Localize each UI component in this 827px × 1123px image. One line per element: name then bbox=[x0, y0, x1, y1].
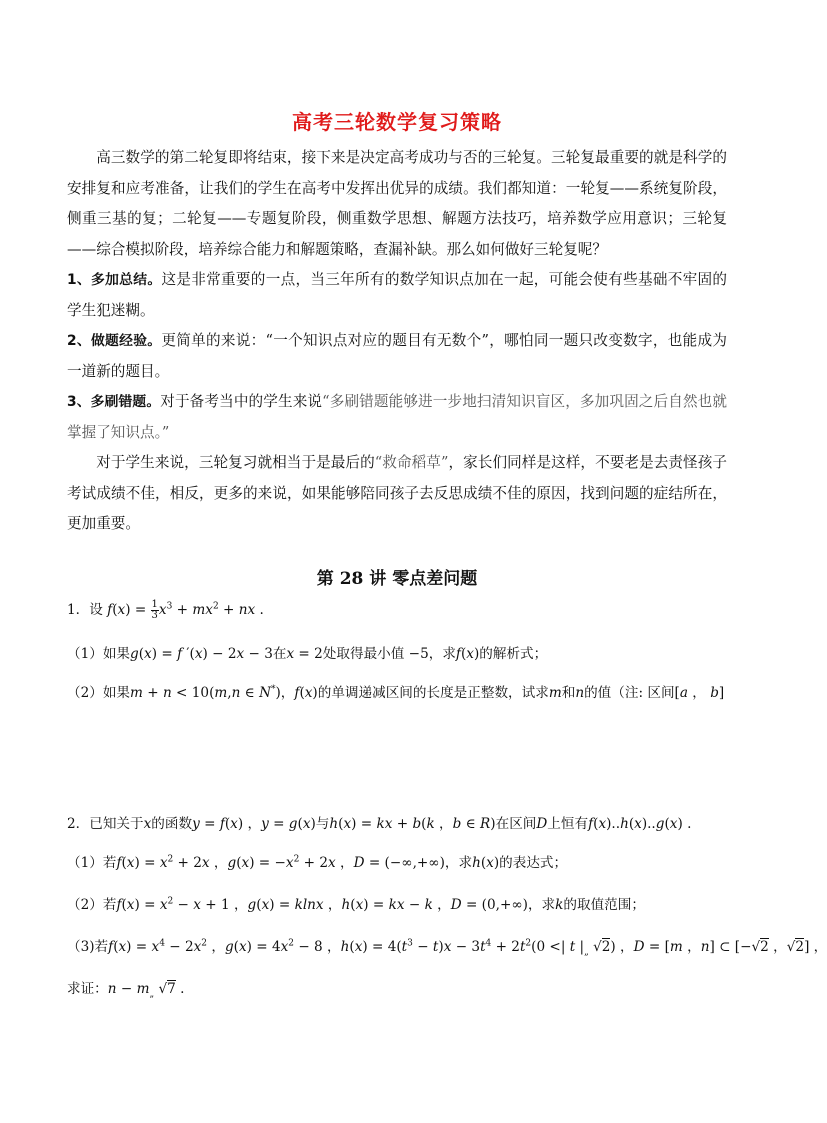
text: 在区间 bbox=[495, 816, 537, 832]
text: 的值（注: 区间 bbox=[584, 685, 675, 701]
lecture-title: 第 28 讲 零点差问题 bbox=[316, 569, 478, 589]
problem-1-stem: 1．设 f(x) = $\frac{1}{3}$ $x^3 + mx^2$ + nx . bbox=[67, 599, 264, 621]
tip-3-body: 对于备考当中的学生来说 bbox=[160, 393, 323, 410]
text: 的取值范围； bbox=[563, 897, 645, 913]
tip-1-heading: 1、多加总结。 bbox=[67, 272, 162, 288]
tip-2-body: 更简单的来说：“一个知识点对应的题目有无数个”，哪怕同一题只改变数字，也能成为一道新的题目。 bbox=[67, 332, 727, 380]
tip-1-body: 这是非常重要的一点，当三年所有的数学知识点加在一起，可能会使有些基础不牢固的学生犯迷糊。 bbox=[67, 271, 727, 319]
part-label: （3)若 bbox=[67, 939, 109, 955]
part-label: （2）如果 bbox=[67, 685, 131, 701]
fraction: $\frac{1}{3}$ bbox=[151, 599, 158, 621]
intro-section bbox=[67, 143, 727, 540]
part-label: （1）如果 bbox=[67, 646, 131, 662]
text: 和 bbox=[561, 685, 576, 701]
text: 的表达式； bbox=[499, 855, 568, 871]
tip-2 bbox=[67, 326, 727, 387]
page-title: 高考三轮数学复习策略 bbox=[292, 110, 502, 134]
problem-2-part-1: （1）若$f(x) = x^2 + 2x$ ，$g(x) = -x^2 + 2x$ ，D = (−∞,+∞)，求h(x)的表达式； bbox=[67, 854, 568, 871]
part-label: （1）若 bbox=[67, 855, 117, 871]
tip-3 bbox=[67, 387, 727, 448]
tip-3-heading: 3、多刷错题。 bbox=[67, 394, 161, 410]
problem-2-part-3: （3)若$f(x) = x^4 - 2x^2$ ，$g(x) = 4x^2 - 8$ ，$h(x) = 4(t^3 - t)x - 3t^4 + 2t^2(0$ <| t $|_„$ √2) ，D = [m ，n] ⊂ [−√2 ，√2] ， bbox=[67, 938, 827, 958]
tip-1 bbox=[67, 265, 727, 326]
text: ，求 bbox=[527, 897, 556, 913]
text: 与 bbox=[315, 816, 330, 832]
closing-text-b: ，家长们同样是这样，不要老是去责怪孩子考试成绩不佳，相反，更多的来说，如果能够陪同孩子去反思成绩不佳的原因，找到问题的症结所在，更加重要。 bbox=[67, 454, 727, 532]
closing-text-a: 对于学生来说，三轮复习就相当于是最后的 bbox=[96, 454, 375, 471]
text: 的函数 bbox=[151, 816, 193, 832]
text: 的单调递减区间的长度是正整数，试求 bbox=[317, 685, 549, 701]
problem-2-prove: 求证：$n - m_„$ √7 . bbox=[67, 981, 185, 1000]
problem-2-part-2: （2）若$f(x) = x^2 - x + 1$ ，g(x) = klnx ，h(x) = kx − k ，D = (0,+∞)，求k的取值范围； bbox=[67, 896, 645, 913]
text: 处取得最小值 bbox=[322, 646, 405, 662]
text: ，求 bbox=[444, 855, 473, 871]
text: 的解析式； bbox=[479, 646, 548, 662]
closing-paragraph bbox=[67, 448, 727, 540]
formula: f bbox=[107, 602, 113, 618]
prove-label: 求证： bbox=[67, 981, 108, 997]
intro-paragraph: 高三数学的第二轮复即将结束，接下来是决定高考成功与否的三轮复。三轮复最重要的就是科学的安排复和应考准备，让我们的学生在高考中发挥出优异的成绩。我们都知道：一轮复——系统复阶段，侧重三基的复；二轮复——专题复阶段，侧重数学思想、解题方法技巧，培养数学应用意识；三轮复——综合模拟阶段，培养综合能力和解题策略，查漏补缺。那么如何做好三轮复呢？ bbox=[67, 149, 727, 258]
text: ，求 bbox=[428, 646, 456, 662]
problem-1-label: 1．设 bbox=[67, 602, 103, 618]
problem-1-part-2: （2）如果m + n < 10(m,n ∈ N*)，f(x)的单调递减区间的长度是正整数，试求m和n的值（注: 区间[a ， b] bbox=[67, 684, 725, 701]
text: 上恒有 bbox=[547, 816, 589, 832]
problem-1-part-1: （1）如果g(x) = f ′(x) − 2x − 3在x = 2处取得最小值 −5，求f(x)的解析式； bbox=[67, 646, 548, 662]
tip-3-quote: “多刷错题能够进一步地扫清知识盲区，多加巩固之后自然也就掌握了知识点。” bbox=[67, 393, 727, 441]
problem-2-stem: 2．已知关于x的函数y = f(x) ，y = g(x)与h(x) = kx + b(k ，b ∈ R)在区间D上恒有f(x)..h(x)..g(x) . bbox=[67, 816, 692, 832]
closing-quote: “救命稻草” bbox=[374, 454, 449, 471]
tip-2-heading: 2、做题经验。 bbox=[67, 333, 162, 349]
part-label: （2）若 bbox=[67, 897, 117, 913]
problem-2-label: 2．已知关于 bbox=[67, 816, 144, 832]
